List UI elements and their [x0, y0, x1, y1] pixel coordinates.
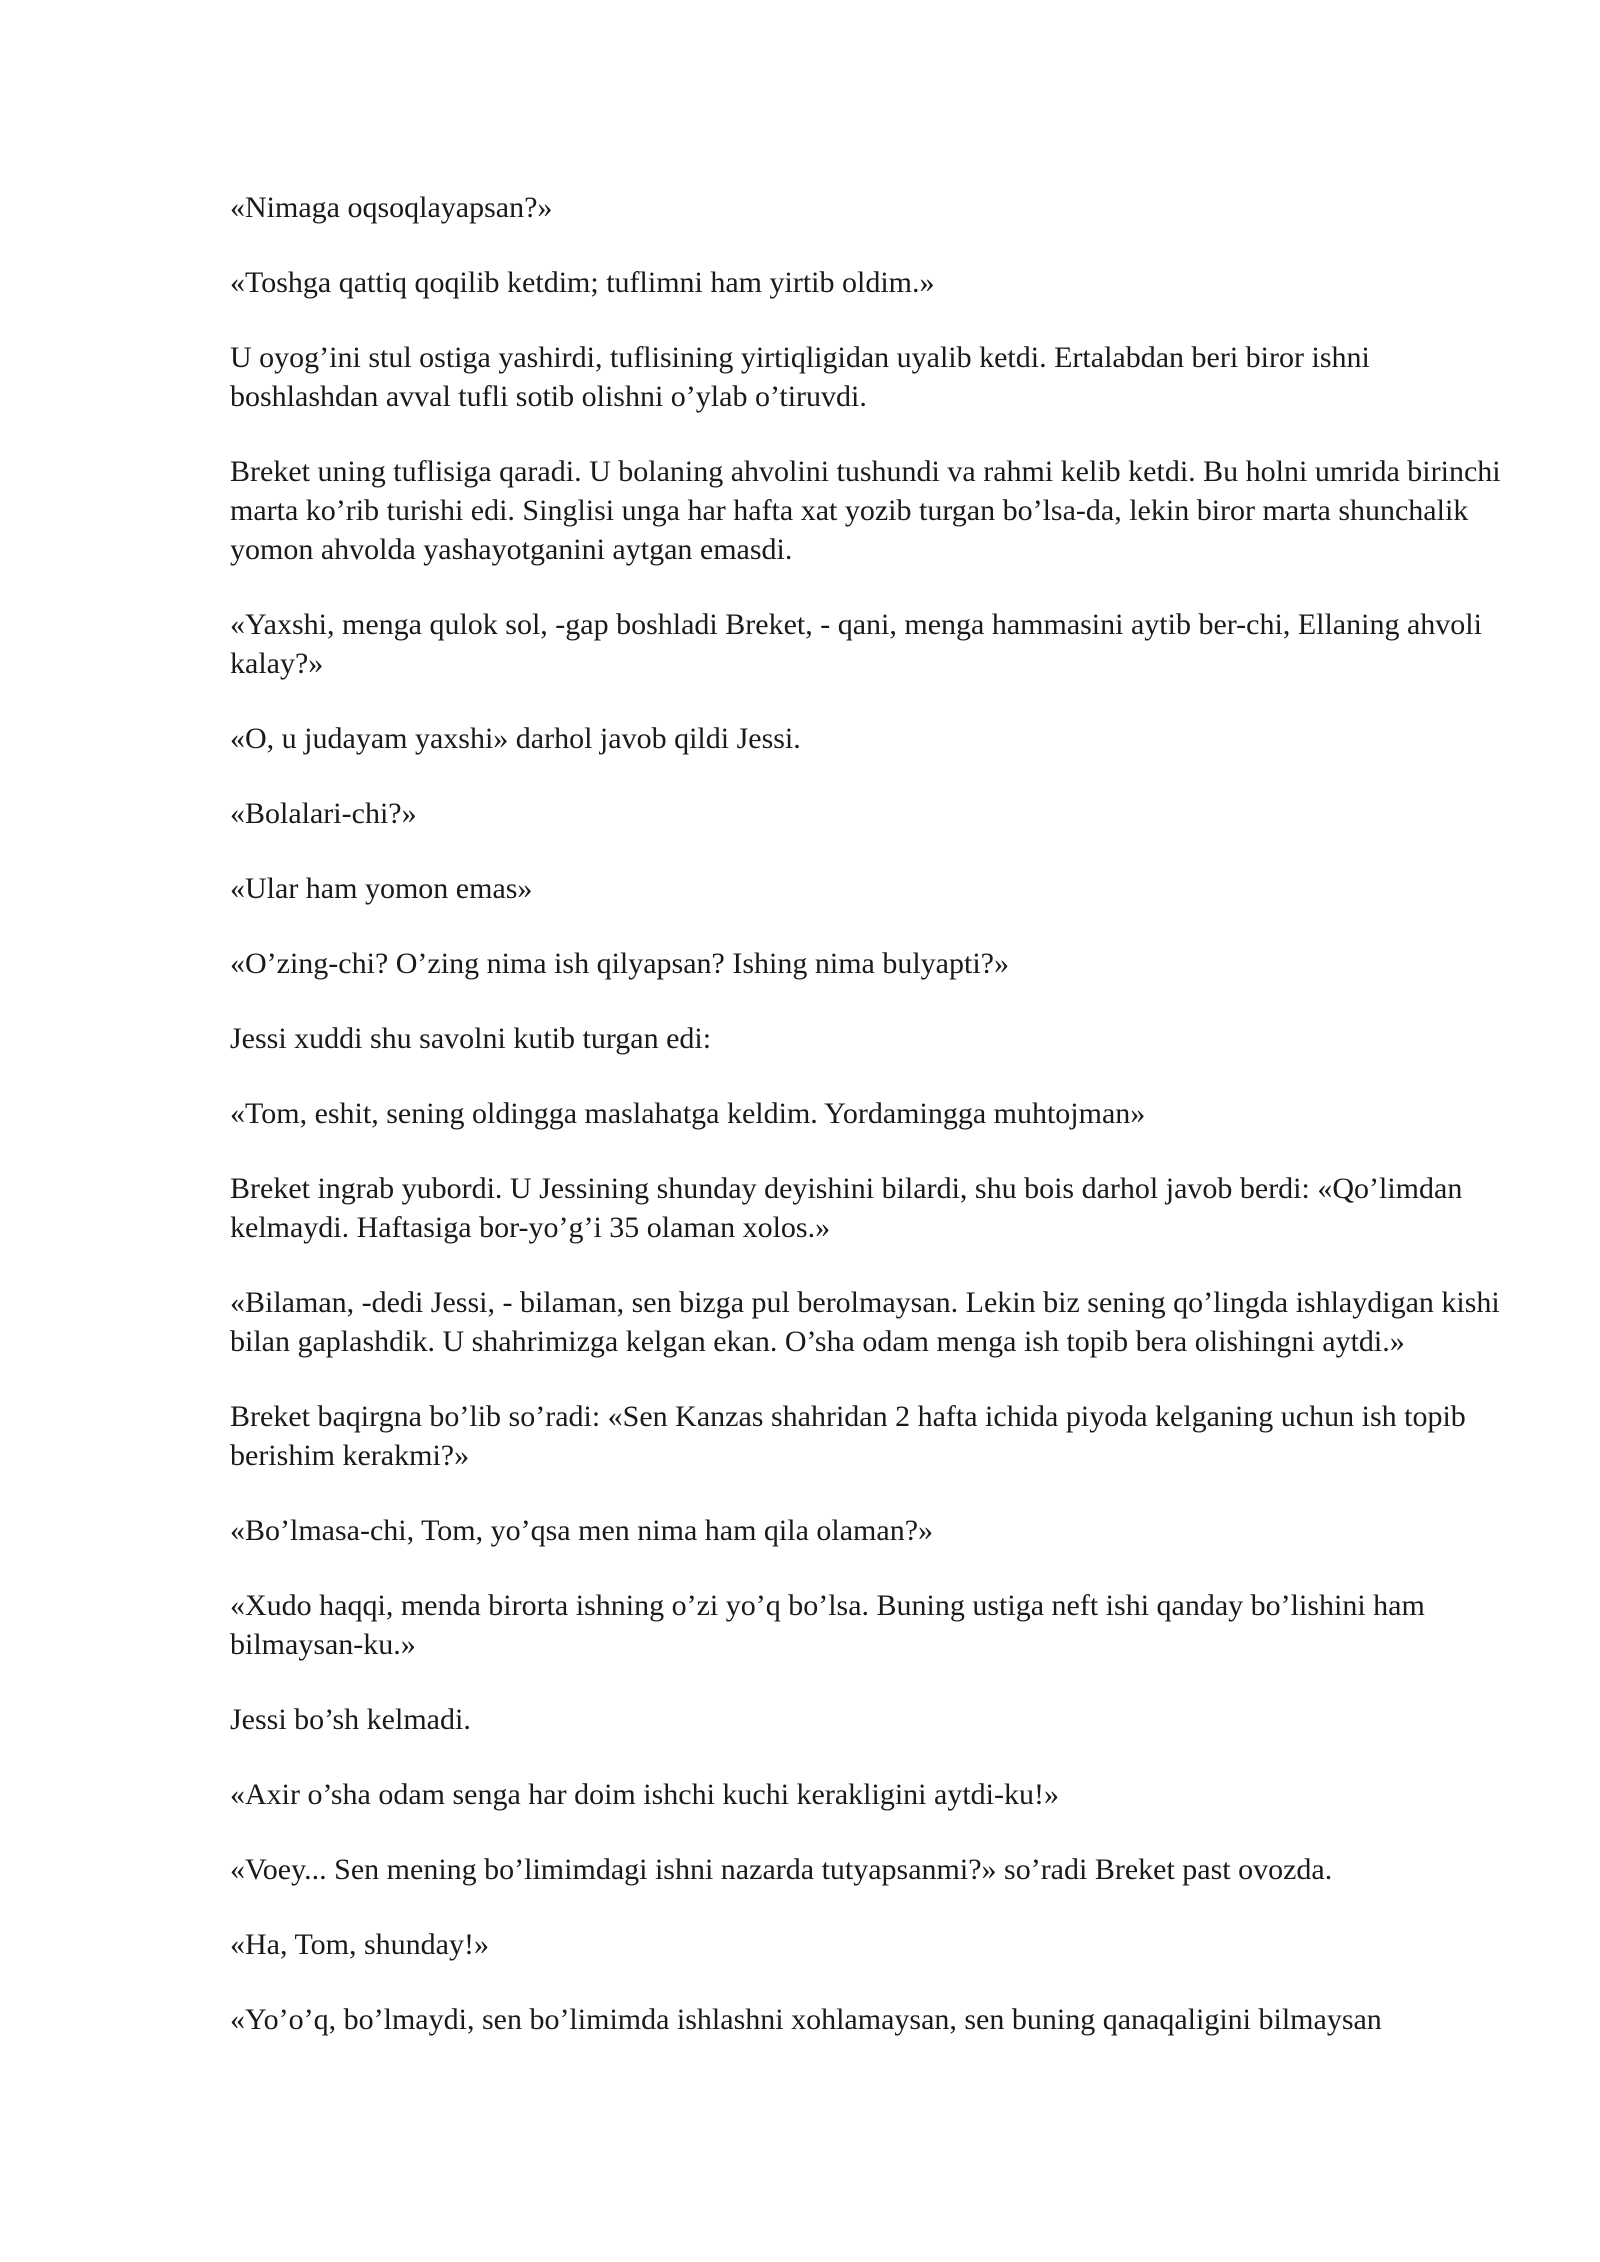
- paragraph-15: «Bo’lmasa-chi, Tom, yo’qsa men nima ham qila olaman?»: [230, 1514, 934, 1547]
- paragraph-20: «Ha, Tom, shunday!»: [230, 1928, 489, 1961]
- paragraph-2: «Toshga qattiq qoqilib ketdim; tuflimni ham yirtib oldim.»: [230, 266, 935, 299]
- paragraph-5: «Yaxshi, menga qulok sol, -gap boshladi Breket, - qani, menga hammasini aytib ber-chi, Ellaning ahvoli kalay?»: [230, 608, 1482, 680]
- paragraph-3: U oyog’ini stul ostiga yashirdi, tuflisining yirtiqligidan uyalib ketdi. Ertalabdan beri biror ishni boshlashdan avval tufli sotib olishni o’ylab o’tiruvdi.: [230, 341, 1370, 413]
- paragraph-7: «Bolalari-chi?»: [230, 797, 417, 830]
- paragraph-17: Jessi bo’sh kelmadi.: [230, 1703, 471, 1736]
- paragraph-4: Breket uning tuflisiga qaradi. U bolaning ahvolini tushundi va rahmi kelib ketdi. Bu holni umrida birinchi marta ko’rib turishi edi. Singlisi unga har hafta xat yozib turgan bo’lsa-da, lekin biror marta shunchalik yomon ahvolda yashayotganini aytgan emasdi.: [230, 455, 1501, 566]
- paragraph-18: «Axir o’sha odam senga har doim ishchi kuchi kerakligini aytdi-ku!»: [230, 1778, 1059, 1811]
- paragraph-10: Jessi xuddi shu savolni kutib turgan edi:: [230, 1022, 712, 1055]
- paragraph-19: «Voey... Sen mening bo’limimdagi ishni nazarda tutyapsanmi?» so’radi Breket past ovozda.: [230, 1853, 1333, 1886]
- paragraph-13: «Bilaman, -dedi Jessi, - bilaman, sen bizga pul berolmaysan. Lekin biz sening qo’lingda ishlaydigan kishi bilan gaplashdik. U shahrimizga kelgan ekan. O’sha odam menga ish topib bera olishingni aytdi.»: [230, 1286, 1500, 1358]
- paragraph-6: «O, u judayam yaxshi» darhol javob qildi Jessi.: [230, 722, 801, 755]
- paragraph-21: «Yo’o’q, bo’lmaydi, sen bo’limimda ishlashni xohlamaysan, sen buning qanaqaligini bilmaysan: [230, 2003, 1382, 2036]
- paragraph-9: «O’zing-chi? O’zing nima ish qilyapsan? Ishing nima bulyapti?»: [230, 947, 1009, 980]
- paragraph-1: «Nimaga oqsoqlayapsan?»: [230, 191, 553, 224]
- paragraph-12: Breket ingrab yubordi. U Jessining shunday deyishini bilardi, shu bois darhol javob berdi: «Qo’limdan kelmaydi. Haftasiga bor-yo’g’i 35 olaman xolos.»: [230, 1172, 1463, 1244]
- paragraph-8: «Ular ham yomon emas»: [230, 872, 533, 905]
- paragraph-16: «Xudo haqqi, menda birorta ishning o’zi yo’q bo’lsa. Buning ustiga neft ishi qanday bo’lishini ham bilmaysan-ku.»: [230, 1589, 1425, 1661]
- paragraph-14: Breket baqirgna bo’lib so’radi: «Sen Kanzas shahridan 2 hafta ichida piyoda kelganing uchun ish topib berishim kerakmi?»: [230, 1400, 1466, 1472]
- paragraph-11: «Tom, eshit, sening oldingga maslahatga keldim. Yordamingga muhtojman»: [230, 1097, 1146, 1130]
- document-page: [230, 188, 1510, 2075]
